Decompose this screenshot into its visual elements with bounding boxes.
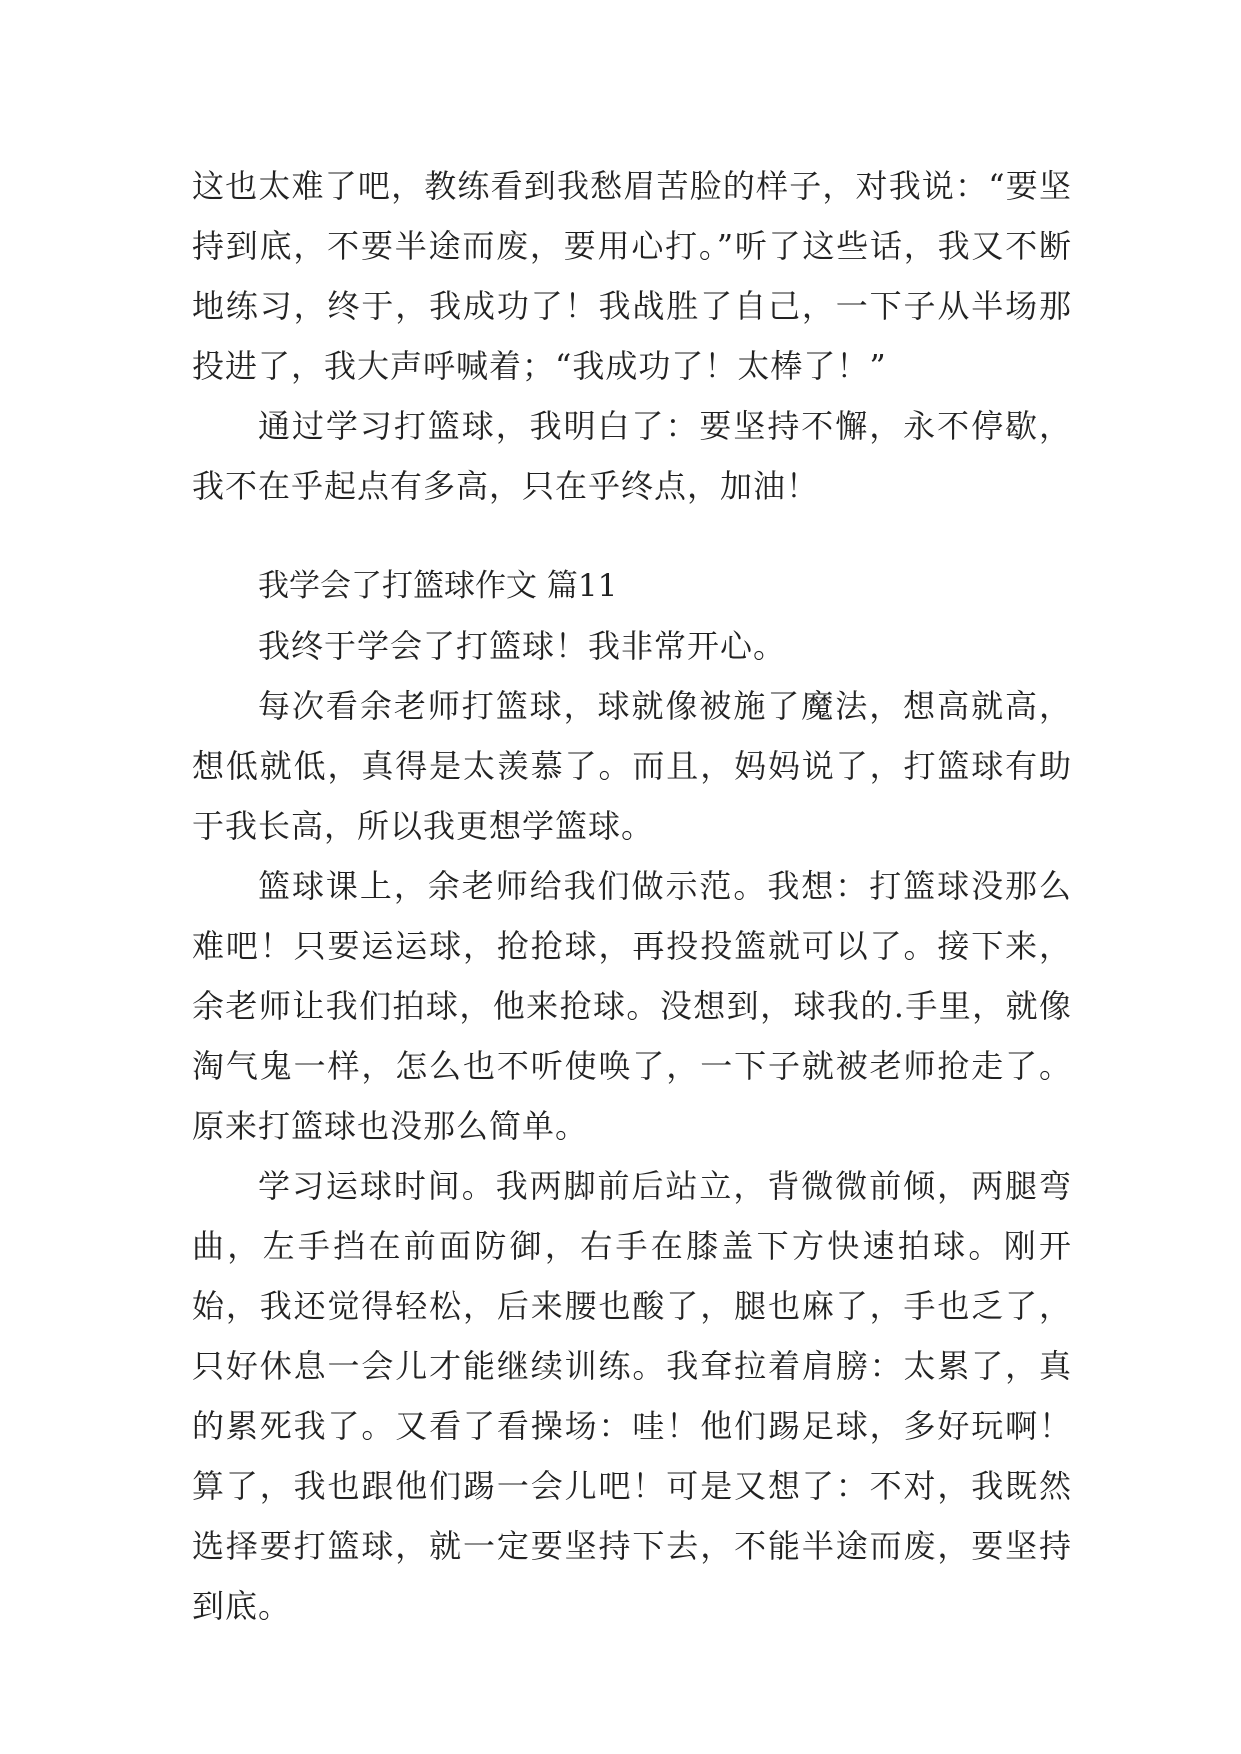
paragraph-intro: 我终于学会了打篮球！我非常开心。 (258, 627, 787, 665)
essay-title: 我学会了打篮球作文 篇11 (258, 568, 618, 604)
paragraph-dribbling: 学习运球时间。我两脚前后站立，背微微前倾，两腿弯曲，左手挡在前面防御，右手在膝盖下方快速拍球。刚开始，我还觉得轻松，后来腰也酸了，腿也麻了，手也乏了，只好休息一会儿才能继续训练。我耷拉着肩膀：太累了，真的累死我了。又看了看操场：哇！他们踢足球，多好玩啊！算了，我也跟他们踢一会儿吧！可是又想了：不对，我既然选择要打篮球，就一定要坚持下去，不能半途而废，要坚持到底。 (192, 1167, 1072, 1625)
paragraph-demonstration: 篮球课上，余老师给我们做示范。我想：打篮球没那么难吧！只要运运球，抢抢球，再投投篮就可以了。接下来，余老师让我们拍球，他来抢球。没想到，球我的.手里，就像淘气鬼一样，怎么也不听使唤了，一下子就被老师抢走了。原来打篮球也没那么简单。 (192, 867, 1072, 1145)
paragraph-motivation: 每次看余老师打篮球，球就像被施了魔法，想高就高，想低就低，真得是太羡慕了。而且，妈妈说了，打篮球有助于我长高，所以我更想学篮球。 (192, 687, 1072, 845)
section-gap (192, 516, 1072, 556)
paragraph-continued: 这也太难了吧，教练看到我愁眉苦脸的样子，对我说：“要坚持到底，不要半途而废，要用心打。”听了这些话，我又不断地练习，终于，我成功了！我战胜了自己，一下子从半场那投进了，我大声呼喊着；“我成功了！太棒了！” (192, 167, 1072, 385)
document-body (192, 156, 1072, 1636)
paragraph-conclusion: 通过学习打篮球，我明白了：要坚持不懈，永不停歇，我不在乎起点有多高，只在乎终点，加油！ (192, 407, 1072, 505)
